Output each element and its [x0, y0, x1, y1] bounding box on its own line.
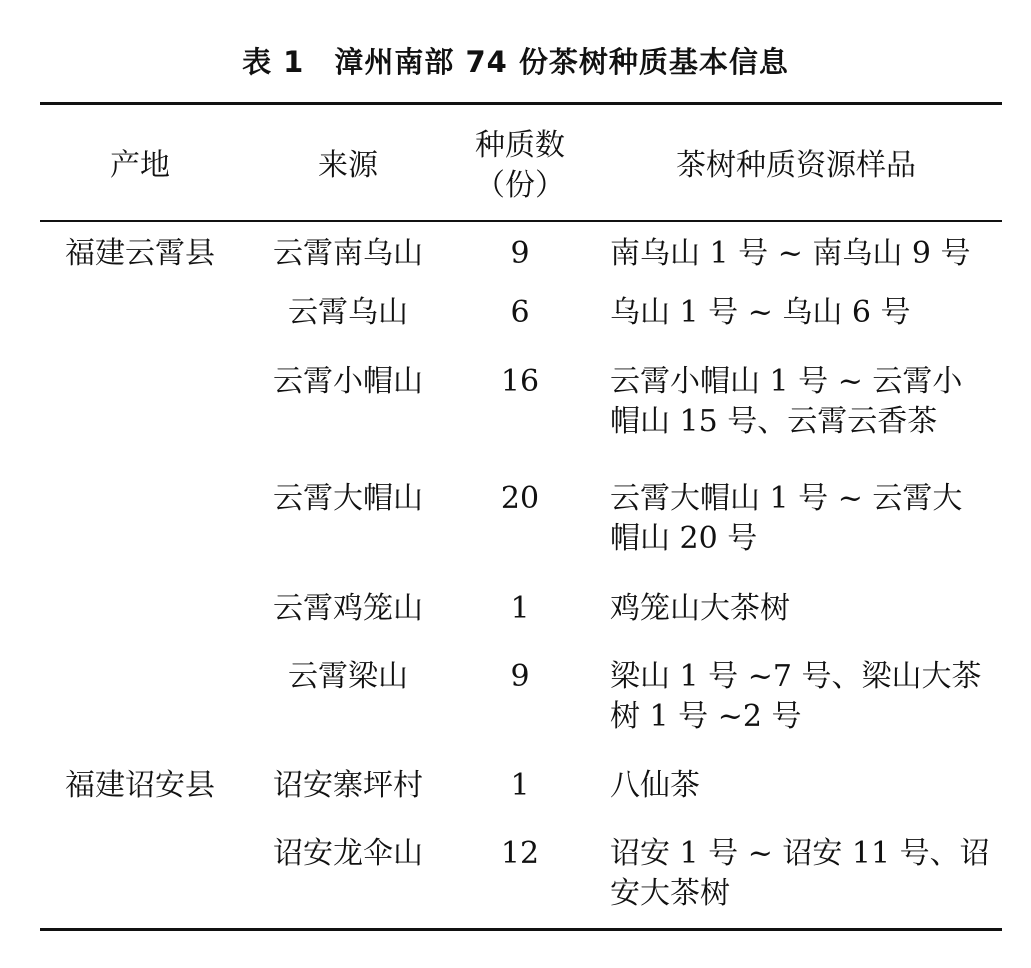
- header-rule: [40, 220, 1002, 222]
- top-rule: [40, 102, 1002, 105]
- cell-samples: 乌山 1 号 ~ 乌山 6 号: [610, 295, 911, 330]
- cell-count: 9: [510, 659, 530, 694]
- header-count-line1: 种质数: [475, 128, 565, 163]
- cell-source: 云霄鸡笼山: [273, 591, 423, 626]
- cell-samples-line1: 云霄小帽山 1 号 ~ 云霄小: [610, 364, 963, 399]
- cell-samples: 鸡笼山大茶树: [610, 591, 790, 626]
- header-samples: 茶树种质资源样品: [676, 148, 916, 183]
- cell-source: 云霄小帽山: [273, 364, 423, 399]
- cell-samples-line2: 树 1 号 ~2 号: [610, 699, 802, 734]
- cell-samples: 八仙茶: [610, 768, 700, 803]
- cell-count: 1: [510, 591, 530, 626]
- header-source: 来源: [318, 148, 378, 183]
- cell-source: 诏安寨坪村: [273, 768, 423, 803]
- cell-samples-line1: 梁山 1 号 ~7 号、梁山大茶: [610, 659, 982, 694]
- header-origin: 产地: [110, 148, 170, 183]
- cell-count: 16: [500, 364, 540, 399]
- cell-source: 诏安龙伞山: [273, 836, 423, 871]
- header-count-line2: （份）: [475, 168, 565, 203]
- cell-samples-line2: 安大茶树: [610, 876, 730, 911]
- bottom-rule: [40, 928, 1002, 931]
- cell-source: 云霄南乌山: [273, 236, 423, 271]
- cell-samples: 南乌山 1 号 ~ 南乌山 9 号: [610, 236, 971, 271]
- cell-origin: 福建云霄县: [65, 236, 215, 271]
- cell-count: 9: [510, 236, 530, 271]
- cell-count: 12: [500, 836, 540, 871]
- cell-count: 20: [500, 481, 540, 516]
- cell-source: 云霄大帽山: [273, 481, 423, 516]
- cell-source: 云霄乌山: [288, 295, 408, 330]
- cell-count: 6: [510, 295, 530, 330]
- cell-source: 云霄梁山: [288, 659, 408, 694]
- cell-samples-line2: 帽山 20 号: [610, 521, 758, 556]
- table-caption: 表 1 漳州南部 74 份茶树种质基本信息: [242, 45, 789, 79]
- cell-samples-line1: 云霄大帽山 1 号 ~ 云霄大: [610, 481, 963, 516]
- cell-count: 1: [510, 768, 530, 803]
- cell-origin: 福建诏安县: [65, 768, 215, 803]
- cell-samples-line1: 诏安 1 号 ~ 诏安 11 号、诏: [610, 836, 990, 871]
- cell-samples-line2: 帽山 15 号、云霄云香茶: [610, 404, 938, 439]
